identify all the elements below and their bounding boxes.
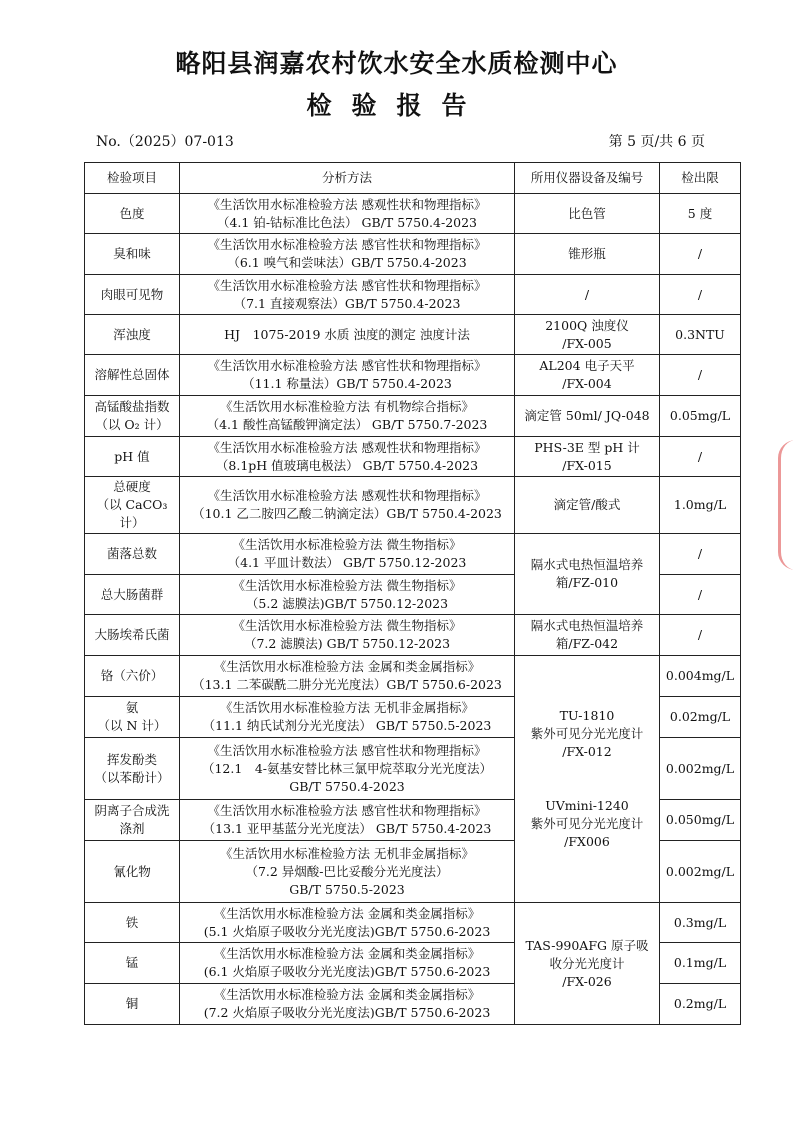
item-cell: 挥发酚类 （以苯酚计） <box>85 738 180 800</box>
method-cell: 《生活饮用水标准检验方法 无机非金属指标》 （11.1 纳氏试剂分光光度法） GB/T 5750.5-2023 <box>180 697 515 738</box>
inspection-table <box>84 162 741 1025</box>
item-cell: 铜 <box>85 984 180 1025</box>
table-row <box>85 396 741 437</box>
instrument-cell: TAS-990AFG 原子吸 收分光光度计 /FX-026 <box>515 903 660 1025</box>
item-cell: 浑浊度 <box>85 315 180 355</box>
seal-stamp-edge <box>778 440 793 570</box>
limit-cell: / <box>660 437 741 477</box>
limit-cell: 1.0mg/L <box>660 477 741 534</box>
limit-cell: / <box>660 275 741 315</box>
method-cell: 《生活饮用水标准检验方法 有机物综合指标》 （4.1 酸性高锰酸钾滴定法） GB/T 5750.7-2023 <box>180 396 515 437</box>
instrument-cell: TU-1810 紫外可见分光光度计 /FX-012 UVmini-1240 紫外可见分光光度计 /FX006 <box>515 656 660 903</box>
item-cell: 肉眼可见物 <box>85 275 180 315</box>
table-header-row <box>85 163 741 194</box>
method-cell: 《生活饮用水标准检验方法 感官性状和物理指标》 （6.1 嗅气和尝味法）GB/T 5750.4-2023 <box>180 234 515 275</box>
table-row <box>85 534 741 575</box>
item-cell: 臭和味 <box>85 234 180 275</box>
page-indicator: 第 5 页/共 6 页 <box>608 134 705 150</box>
limit-cell: / <box>660 234 741 275</box>
item-cell: 锰 <box>85 943 180 984</box>
table-row <box>85 477 741 534</box>
item-cell: pH 值 <box>85 437 180 477</box>
instrument-cell: 2100Q 浊度仪 /FX-005 <box>515 315 660 355</box>
col-header-instrument: 所用仪器设备及编号 <box>515 163 660 194</box>
limit-cell: 0.3mg/L <box>660 903 741 943</box>
method-cell: 《生活饮用水标准检验方法 金属和类金属指标》 (5.1 火焰原子吸收分光光度法)GB/T 5750.6-2023 <box>180 903 515 943</box>
method-cell: 《生活饮用水标准检验方法 金属和类金属指标》 （13.1 二苯碳酰二肼分光光度法）GB/T 5750.6-2023 <box>180 656 515 697</box>
table-row <box>85 194 741 234</box>
limit-cell: 0.02mg/L <box>660 697 741 738</box>
item-cell: 氰化物 <box>85 841 180 903</box>
limit-cell: / <box>660 575 741 615</box>
item-cell: 铬（六价） <box>85 656 180 697</box>
instrument-cell: 隔水式电热恒温培养 箱/FZ-010 <box>515 534 660 615</box>
item-cell: 总大肠菌群 <box>85 575 180 615</box>
table-row <box>85 275 741 315</box>
table-row <box>85 615 741 656</box>
table-row <box>85 903 741 943</box>
method-cell: 《生活饮用水标准检验方法 微生物指标》 （4.1 平皿计数法） GB/T 5750.12-2023 <box>180 534 515 575</box>
limit-cell: 0.050mg/L <box>660 800 741 841</box>
limit-cell: 5 度 <box>660 194 741 234</box>
item-cell: 色度 <box>85 194 180 234</box>
report-number: No.（2025）07-013 <box>96 134 234 150</box>
instrument-cell: / <box>515 275 660 315</box>
method-cell: 《生活饮用水标准检验方法 感观性状和物理指标》 （4.1 铂-钴标准比色法） GB/T 5750.4-2023 <box>180 194 515 234</box>
table-row <box>85 437 741 477</box>
method-cell: 《生活饮用水标准检验方法 金属和类金属指标》 (6.1 火焰原子吸收分光光度法)GB/T 5750.6-2023 <box>180 943 515 984</box>
table-row <box>85 234 741 275</box>
limit-cell: 0.002mg/L <box>660 841 741 903</box>
method-cell: 《生活饮用水标准检验方法 感官性状和物理指标》 （7.1 直接观察法）GB/T 5750.4-2023 <box>180 275 515 315</box>
limit-cell: 0.004mg/L <box>660 656 741 697</box>
col-header-limit: 检出限 <box>660 163 741 194</box>
report-title: 检验报告 <box>306 91 487 120</box>
organization-title: 略阳县润嘉农村饮水安全水质检测中心 <box>175 49 618 78</box>
method-cell: 《生活饮用水标准检验方法 感官性状和物理指标》 （12.1 4-氨基安替比林三氯甲烷萃取分光光度法） GB/T 5750.4-2023 <box>180 738 515 800</box>
method-cell: 《生活饮用水标准检验方法 微生物指标》 （5.2 滤膜法)GB/T 5750.12-2023 <box>180 575 515 615</box>
item-cell: 氨 （以 N 计） <box>85 697 180 738</box>
method-cell: 《生活饮用水标准检验方法 感官性状和物理指标》 （13.1 亚甲基蓝分光光度法） GB/T 5750.4-2023 <box>180 800 515 841</box>
table-row <box>85 315 741 355</box>
limit-cell: 0.1mg/L <box>660 943 741 984</box>
item-cell: 高锰酸盐指数 （以 O₂ 计） <box>85 396 180 437</box>
item-cell: 总硬度 （以 CaCO₃ 计） <box>85 477 180 534</box>
item-cell: 铁 <box>85 903 180 943</box>
instrument-cell: AL204 电子天平 /FX-004 <box>515 355 660 396</box>
col-header-method: 分析方法 <box>180 163 515 194</box>
limit-cell: 0.3NTU <box>660 315 741 355</box>
limit-cell: / <box>660 534 741 575</box>
instrument-cell: 滴定管 50ml/ JQ-048 <box>515 396 660 437</box>
method-cell: 《生活饮用水标准检验方法 感观性状和物理指标》 （8.1pH 值玻璃电极法） GB/T 5750.4-2023 <box>180 437 515 477</box>
instrument-cell: 比色管 <box>515 194 660 234</box>
limit-cell: 0.002mg/L <box>660 738 741 800</box>
instrument-cell: 锥形瓶 <box>515 234 660 275</box>
table-row <box>85 656 741 697</box>
instrument-cell: 滴定管/酸式 <box>515 477 660 534</box>
method-cell: 《生活饮用水标准检验方法 感官性状和物理指标》 （11.1 称量法）GB/T 5750.4-2023 <box>180 355 515 396</box>
item-cell: 阴离子合成洗 涤剂 <box>85 800 180 841</box>
method-cell: 《生活饮用水标准检验方法 金属和类金属指标》 (7.2 火焰原子吸收分光光度法)GB/T 5750.6-2023 <box>180 984 515 1025</box>
instrument-cell: PHS-3E 型 pH 计 /FX-015 <box>515 437 660 477</box>
method-cell: HJ 1075-2019 水质 浊度的测定 浊度计法 <box>180 315 515 355</box>
method-cell: 《生活饮用水标准检验方法 无机非金属指标》 （7.2 异烟酸-巴比妥酸分光光度法） GB/T 5750.5-2023 <box>180 841 515 903</box>
item-cell: 菌落总数 <box>85 534 180 575</box>
limit-cell: / <box>660 355 741 396</box>
item-cell: 溶解性总固体 <box>85 355 180 396</box>
limit-cell: / <box>660 615 741 656</box>
table-row <box>85 355 741 396</box>
instrument-cell: 隔水式电热恒温培养 箱/FZ-042 <box>515 615 660 656</box>
limit-cell: 0.2mg/L <box>660 984 741 1025</box>
col-header-item: 检验项目 <box>85 163 180 194</box>
limit-cell: 0.05mg/L <box>660 396 741 437</box>
method-cell: 《生活饮用水标准检验方法 感观性状和物理指标》 （10.1 乙二胺四乙酸二钠滴定法）GB/T 5750.4-2023 <box>180 477 515 534</box>
item-cell: 大肠埃希氏菌 <box>85 615 180 656</box>
method-cell: 《生活饮用水标准检验方法 微生物指标》 （7.2 滤膜法) GB/T 5750.12-2023 <box>180 615 515 656</box>
